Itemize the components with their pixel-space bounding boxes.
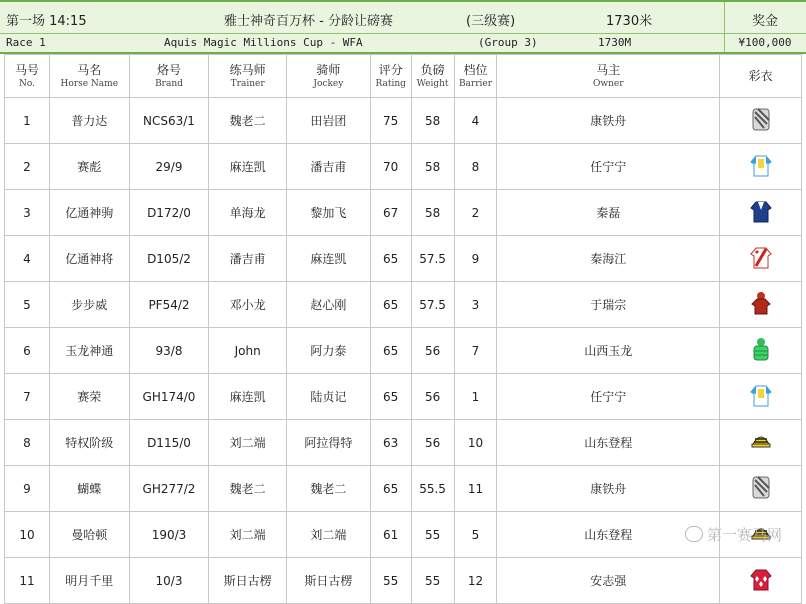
jockey-cell: 潘吉甫	[286, 144, 370, 190]
owner-cell: 秦海江	[497, 236, 720, 282]
column-header	[497, 55, 720, 98]
horse-number-cell: 8	[5, 420, 50, 466]
owner-cell: 康铁舟	[497, 466, 720, 512]
weight-cell: 58	[411, 190, 454, 236]
owner-cell: 安志强	[497, 558, 720, 604]
silks-cell	[720, 144, 802, 190]
column-header-en: Trainer	[230, 78, 265, 89]
weight-cell: 55	[411, 512, 454, 558]
column-header	[454, 55, 497, 98]
barrier-cell: 7	[454, 328, 497, 374]
brand-cell: PF54/2	[129, 282, 209, 328]
barrier-cell: 11	[454, 466, 497, 512]
owner-cell: 山西玉龙	[497, 328, 720, 374]
horse-name-cell: 赛彪	[49, 144, 129, 190]
column-header-cn: 烙号	[156, 62, 181, 77]
horse-name-cell: 亿通神将	[49, 236, 129, 282]
column-header-en: Weight	[416, 78, 449, 89]
horse-name-cell: 赛荣	[49, 374, 129, 420]
trainer-cell: 刘二端	[209, 512, 287, 558]
grey-stripes-silk-icon	[749, 474, 773, 500]
trainer-cell: John	[209, 328, 287, 374]
weight-cell: 57.5	[411, 282, 454, 328]
horse-name-cell: 特权阶级	[49, 420, 129, 466]
horse-number-cell: 5	[5, 282, 50, 328]
white-blue-sleeves-silk-icon	[749, 382, 773, 408]
rating-cell: 70	[370, 144, 411, 190]
brand-cell: GH277/2	[129, 466, 209, 512]
brand-cell: 29/9	[129, 144, 209, 190]
column-header-cn: 马名	[77, 62, 102, 77]
trainer-cell: 刘二端	[209, 420, 287, 466]
trainer-cell: 麻连凯	[209, 374, 287, 420]
horse-number-cell: 9	[5, 466, 50, 512]
barrier-cell: 1	[454, 374, 497, 420]
brand-cell: GH174/0	[129, 374, 209, 420]
wechat-icon	[685, 526, 703, 542]
horse-name-cell: 步步威	[49, 282, 129, 328]
table-row	[5, 558, 802, 604]
yellow-black-silk-icon	[749, 428, 773, 454]
silks-cell	[720, 420, 802, 466]
barrier-cell: 5	[454, 512, 497, 558]
trainer-cell: 斯日古楞	[209, 558, 287, 604]
trainer-cell: 魏老二	[209, 98, 287, 144]
table-row	[5, 512, 802, 558]
race-card-table	[4, 54, 802, 604]
prize-label: 奖金	[751, 14, 778, 29]
silks-cell	[720, 190, 802, 236]
horse-name-cell: 亿通神驹	[49, 190, 129, 236]
grey-stripes-silk-icon	[749, 106, 773, 132]
weight-cell: 58	[411, 144, 454, 190]
table-row	[5, 236, 802, 282]
column-header-en: Jockey	[313, 78, 344, 89]
race-grade-en: (Group 3)	[478, 36, 538, 49]
jockey-cell: 斯日古楞	[286, 558, 370, 604]
race-distance-en: 1730M	[598, 36, 632, 49]
column-header-cn: 马主	[596, 62, 621, 77]
brand-cell: 93/8	[129, 328, 209, 374]
column-header	[129, 55, 209, 98]
barrier-cell: 12	[454, 558, 497, 604]
horse-name-cell: 玉龙神通	[49, 328, 129, 374]
brand-cell: D172/0	[129, 190, 209, 236]
horse-name-cell: 蝴蝶	[49, 466, 129, 512]
race-header-chinese	[0, 0, 806, 34]
weight-cell: 55.5	[411, 466, 454, 512]
weight-cell: 57.5	[411, 236, 454, 282]
jockey-cell: 阿力泰	[286, 328, 370, 374]
race-number-time: 第一场 14:15	[6, 14, 87, 29]
column-header-en: Owner	[593, 78, 624, 89]
jockey-cell: 陆贞记	[286, 374, 370, 420]
table-header-row	[5, 55, 802, 98]
column-header-cn: 档位	[463, 62, 488, 77]
column-header	[5, 55, 50, 98]
silks-cell	[720, 282, 802, 328]
rating-cell: 65	[370, 374, 411, 420]
column-header-cn: 负磅	[420, 62, 445, 77]
trainer-cell: 单海龙	[209, 190, 287, 236]
jockey-cell: 阿拉得特	[286, 420, 370, 466]
rating-cell: 67	[370, 190, 411, 236]
table-row	[5, 374, 802, 420]
owner-cell: 任宁宁	[497, 374, 720, 420]
owner-cell: 任宁宁	[497, 144, 720, 190]
barrier-cell: 3	[454, 282, 497, 328]
horse-number-cell: 2	[5, 144, 50, 190]
rating-cell: 63	[370, 420, 411, 466]
owner-cell: 秦磊	[497, 190, 720, 236]
jockey-cell: 黎加飞	[286, 190, 370, 236]
weight-cell: 56	[411, 328, 454, 374]
green-silk-icon	[749, 336, 773, 362]
horse-number-cell: 7	[5, 374, 50, 420]
race-name-en: Aquis Magic Millions Cup - WFA	[164, 36, 363, 49]
column-header	[720, 55, 802, 98]
barrier-cell: 8	[454, 144, 497, 190]
column-header-en: Barrier	[458, 78, 493, 89]
brand-cell: 190/3	[129, 512, 209, 558]
rating-cell: 61	[370, 512, 411, 558]
silks-cell	[720, 328, 802, 374]
horse-number-cell: 10	[5, 512, 50, 558]
trainer-cell: 麻连凯	[209, 144, 287, 190]
white-blue-sleeves-silk-icon	[749, 152, 773, 178]
silks-cell	[720, 466, 802, 512]
column-header	[49, 55, 129, 98]
race-name: 雅士神奇百万杯 - 分龄让磅赛	[224, 14, 393, 29]
red-white-diamond-silk-icon	[749, 566, 773, 592]
jockey-cell: 魏老二	[286, 466, 370, 512]
trainer-cell: 潘吉甫	[209, 236, 287, 282]
rating-cell: 65	[370, 466, 411, 512]
race-distance: 1730米	[606, 14, 653, 29]
owner-cell: 康铁舟	[497, 98, 720, 144]
brand-cell: NCS63/1	[129, 98, 209, 144]
column-header-en: Brand	[155, 78, 183, 89]
silks-cell	[720, 236, 802, 282]
table-row	[5, 190, 802, 236]
trainer-cell: 邓小龙	[209, 282, 287, 328]
weight-cell: 55	[411, 558, 454, 604]
weight-cell: 58	[411, 98, 454, 144]
barrier-cell: 9	[454, 236, 497, 282]
maroon-red-silk-icon	[749, 290, 773, 316]
brand-cell: D115/0	[129, 420, 209, 466]
column-header-en: No.	[18, 78, 35, 89]
column-header-en: Horse Name	[60, 78, 119, 89]
race-grade: (三级赛)	[466, 14, 516, 29]
horse-name-cell: 普力达	[49, 98, 129, 144]
watermark	[685, 524, 782, 545]
jockey-cell: 刘二端	[286, 512, 370, 558]
silks-cell	[720, 374, 802, 420]
table-row	[5, 420, 802, 466]
silks-cell	[720, 98, 802, 144]
weight-cell: 56	[411, 374, 454, 420]
rating-cell: 55	[370, 558, 411, 604]
horse-number-cell: 6	[5, 328, 50, 374]
watermark-text: 第一赛马网	[706, 526, 782, 544]
jockey-cell: 麻连凯	[286, 236, 370, 282]
horse-name-cell: 明月千里	[49, 558, 129, 604]
column-header	[411, 55, 454, 98]
race-header-english	[0, 34, 806, 54]
column-header-cn: 评分	[378, 62, 403, 77]
trainer-cell: 魏老二	[209, 466, 287, 512]
barrier-cell: 10	[454, 420, 497, 466]
column-header-cn: 骑师	[316, 62, 341, 77]
horse-name-cell: 曼哈顿	[49, 512, 129, 558]
column-header-cn: 彩衣	[748, 68, 773, 83]
column-header-cn: 马号	[14, 62, 39, 77]
table-body	[5, 98, 802, 604]
owner-cell: 山东登程	[497, 420, 720, 466]
table-row	[5, 282, 802, 328]
column-header	[209, 55, 287, 98]
horse-number-cell: 3	[5, 190, 50, 236]
column-header	[370, 55, 411, 98]
table-row	[5, 466, 802, 512]
barrier-cell: 2	[454, 190, 497, 236]
column-header	[286, 55, 370, 98]
rating-cell: 65	[370, 328, 411, 374]
column-header-en: Rating	[375, 78, 406, 89]
horse-number-cell: 4	[5, 236, 50, 282]
table-row	[5, 328, 802, 374]
brand-cell: D105/2	[129, 236, 209, 282]
owner-cell: 于瑞宗	[497, 282, 720, 328]
silks-cell	[720, 558, 802, 604]
jockey-cell: 田岩团	[286, 98, 370, 144]
prize-value: ¥100,000	[738, 36, 792, 49]
table-row	[5, 144, 802, 190]
owner-cell: 山东登程	[497, 512, 720, 558]
barrier-cell: 4	[454, 98, 497, 144]
weight-cell: 56	[411, 420, 454, 466]
brand-cell: 10/3	[129, 558, 209, 604]
table-row	[5, 98, 802, 144]
column-header-cn: 练马师	[229, 62, 266, 77]
rating-cell: 65	[370, 282, 411, 328]
jockey-cell: 赵心刚	[286, 282, 370, 328]
rating-cell: 75	[370, 98, 411, 144]
white-red-sash-silk-icon	[749, 244, 773, 270]
horse-number-cell: 11	[5, 558, 50, 604]
horse-number-cell: 1	[5, 98, 50, 144]
race-number-en: Race 1	[6, 36, 46, 49]
navy-blue-silk-icon	[749, 198, 773, 224]
rating-cell: 65	[370, 236, 411, 282]
